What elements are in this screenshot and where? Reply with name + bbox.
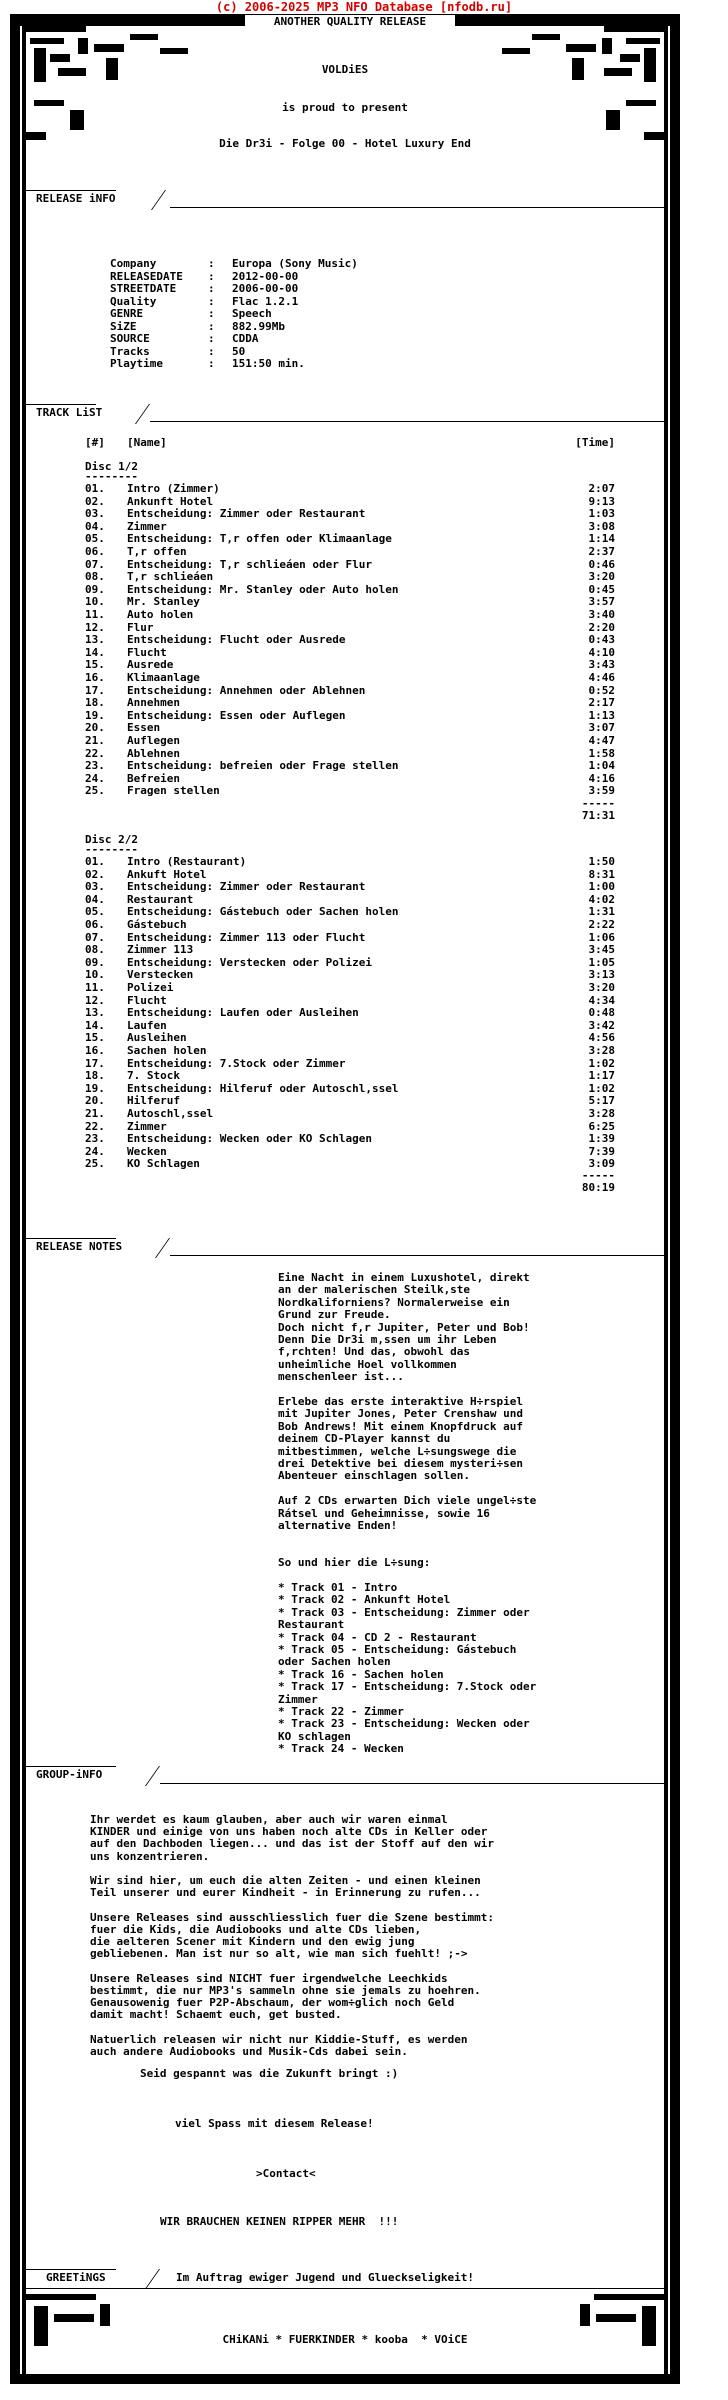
- track-duration: 1:17: [588, 1069, 615, 1083]
- track-title: Entscheidung: Mr. Stanley oder Auto holen: [127, 582, 399, 596]
- track-duration: 3:20: [588, 981, 615, 994]
- track-number: 18.: [85, 696, 105, 710]
- track-duration: 1:58: [588, 746, 615, 760]
- track-title: Ankuft Hotel: [127, 867, 207, 881]
- track-title: Intro (Restaurant): [127, 855, 247, 868]
- track-duration: 3:45: [588, 943, 615, 957]
- info-key: Company: [110, 257, 157, 270]
- group-info-line: Unsere Releases sind NICHT fuer irgendwelche Leechkids: [90, 1971, 448, 1985]
- notes-line: Doch nicht f‚r Jupiter, Peter und Bob!: [278, 1320, 530, 1334]
- track-title: Entscheidung: Essen oder Auflegen: [127, 708, 346, 722]
- group-info-line: auch andere Audiobooks und Musik-Cds dabei sein.: [90, 2044, 408, 2058]
- track-duration: 1:13: [588, 708, 615, 722]
- track-duration: 3:09: [588, 1157, 615, 1171]
- group-info-line: auf den Dachboden liegen... und das ist der Stoff auf den wir: [90, 1837, 494, 1851]
- section-rule: [170, 207, 664, 208]
- track-number: 23.: [85, 759, 105, 773]
- section-rule: [26, 404, 96, 405]
- section-release-info: [30, 192, 210, 208]
- track-duration: 2:22: [588, 918, 615, 931]
- notes-line: Auf 2 CDs erwarten Dich viele ungel÷ste: [278, 1494, 537, 1508]
- info-key: RELEASEDATE: [110, 269, 183, 283]
- track-title: Ablehnen: [127, 746, 180, 760]
- track-title: Entscheidung: Annehmen oder Ablehnen: [127, 683, 366, 697]
- track-title: Intro (Zimmer): [127, 482, 220, 495]
- disc1-underline: --------: [85, 470, 138, 483]
- notes-line: drei Detektive bei diesem mysteri÷sen: [278, 1457, 524, 1470]
- track-duration: 1:00: [588, 880, 615, 894]
- info-value: 50: [232, 344, 246, 358]
- group-info-line: Ihr werdet es kaum glauben, aber auch wir waren einmal: [90, 1813, 448, 1826]
- section-release-notes: [30, 1240, 210, 1256]
- track-duration: 6:25: [588, 1119, 615, 1133]
- track-title: Autoschl‚ssel: [127, 1107, 214, 1120]
- ripper-line: WIR BRAUCHEN KEINEN RIPPER MEHR !!!: [160, 2215, 399, 2228]
- info-value: Flac 1.2.1: [232, 294, 299, 308]
- notes-line: deinem CD-Player kannst du: [278, 1432, 451, 1446]
- track-title: Entscheidung: Zimmer oder Restaurant: [127, 880, 366, 894]
- track-title: Entscheidung: T‚r offen oder Klimaanlage: [127, 532, 392, 546]
- track-title: Zimmer 113: [127, 943, 194, 957]
- section-track-list: [30, 406, 210, 422]
- track-duration: 0:43: [588, 633, 615, 647]
- track-title: Essen: [127, 721, 161, 735]
- track-duration: 0:52: [588, 683, 615, 697]
- group-info-line: Teil unserer und eurer Kindheit - in Erinnerung zu rufen...: [90, 1886, 481, 1900]
- track-title: Wecken: [127, 1144, 167, 1158]
- track-duration: 1:31: [588, 905, 615, 919]
- track-number: 02.: [85, 494, 105, 508]
- info-colon: :: [208, 294, 215, 308]
- disc2-separator: -----: [581, 1169, 615, 1182]
- track-duration: 4:47: [588, 734, 615, 747]
- track-duration: 2:37: [588, 545, 615, 558]
- notes-line: * Track 22 - Zimmer: [278, 1705, 404, 1718]
- info-key: STREETDATE: [110, 282, 177, 295]
- nfo-frame: [10, 14, 680, 2384]
- notes-line: alternative Enden!: [278, 1519, 398, 1532]
- section-rule: [170, 1255, 664, 1256]
- track-number: 01.: [85, 482, 105, 495]
- track-duration: 1:14: [588, 532, 615, 546]
- track-duration: 1:02: [588, 1056, 615, 1070]
- track-number: 20.: [85, 721, 105, 735]
- group-info-line: gebliebenen. Man ist nur so alt, wie man sich fuehlt! ;->: [90, 1947, 468, 1961]
- track-duration: 7:39: [588, 1144, 615, 1158]
- track-number: 22.: [85, 1119, 105, 1133]
- future-line: Seid gespannt was die Zukunft bringt :): [140, 2067, 399, 2080]
- track-duration: 3:57: [588, 595, 615, 609]
- track-title: Restaurant: [127, 892, 194, 906]
- info-key: SOURCE: [110, 332, 150, 345]
- track-duration: 4:34: [588, 993, 615, 1007]
- track-number: 21.: [85, 1107, 105, 1120]
- info-value: Europa (Sony Music): [232, 257, 358, 270]
- notes-line: * Track 03 - Entscheidung: Zimmer oder: [278, 1605, 530, 1619]
- track-duration: 3:28: [588, 1044, 615, 1057]
- group-info-line: bestimmt, die nur MP3's sammeln ohne sie jemals zu hoehren.: [90, 1983, 481, 1997]
- group-info-line: Genausowenig fuer P2P-Abschaum, der wom÷glich noch Geld: [90, 1996, 455, 2009]
- notes-line: * Track 01 - Intro: [278, 1581, 398, 1594]
- track-title: Flur: [127, 620, 154, 634]
- track-title: Entscheidung: Gástebuch oder Sachen holen: [127, 905, 399, 919]
- info-key: Quality: [110, 294, 157, 308]
- section-group-info-label: GROUP-iNFO: [36, 1768, 103, 1781]
- track-title: Polizei: [127, 981, 174, 994]
- group-info-line: KINDER und einige von uns haben noch alte CDs in Keller oder: [90, 1825, 488, 1839]
- top-title: ANOTHER QUALITY RELEASE: [245, 15, 455, 28]
- track-number: 07.: [85, 557, 105, 571]
- section-rule: [26, 2269, 116, 2270]
- track-number: 09.: [85, 582, 105, 596]
- track-title: Entscheidung: Verstecken oder Polizei: [127, 955, 373, 969]
- track-number: 15.: [85, 1031, 105, 1045]
- disc1-separator: -----: [581, 797, 615, 810]
- section-rule: [150, 421, 664, 422]
- notes-line: * Track 05 - Entscheidung: Gástebuch: [278, 1643, 517, 1656]
- track-duration: 3:08: [588, 519, 615, 533]
- info-value: 2012-00-00: [232, 269, 299, 283]
- track-title: Sachen holen: [127, 1044, 207, 1057]
- col-time-header: [Time]: [575, 436, 615, 449]
- track-title: Annehmen: [127, 696, 180, 710]
- section-rule: [26, 190, 116, 191]
- notes-line: So und hier die L÷sung:: [278, 1556, 431, 1570]
- col-name-header: [Name]: [127, 436, 167, 449]
- track-duration: 3:07: [588, 721, 615, 735]
- notes-line: Rátsel und Geheimnisse, sowie 16: [278, 1506, 490, 1520]
- track-number: 17.: [85, 1056, 105, 1070]
- track-number: 10.: [85, 595, 105, 609]
- bottom-border: [10, 2374, 680, 2384]
- notes-line: KO schlagen: [278, 1729, 351, 1743]
- info-colon: :: [208, 269, 215, 283]
- info-colon: :: [208, 319, 215, 333]
- section-release-notes-label: RELEASE NOTES: [36, 1240, 123, 1253]
- track-duration: 1:04: [588, 759, 615, 773]
- track-number: 02.: [85, 867, 105, 881]
- track-title: Verstecken: [127, 968, 194, 982]
- track-number: 14.: [85, 1018, 105, 1032]
- track-title: Ausleihen: [127, 1031, 187, 1045]
- track-title: T‚r offen: [127, 545, 187, 558]
- notes-line: mit Jupiter Jones, Peter Crenshaw und: [278, 1407, 524, 1421]
- info-value: 151:50 min.: [232, 357, 305, 370]
- track-number: 16.: [85, 671, 105, 684]
- track-duration: 3:28: [588, 1107, 615, 1120]
- notes-line: mitbestimmen, welche L÷sungswege die: [278, 1444, 517, 1458]
- track-title: Fragen stellen: [127, 784, 220, 798]
- notes-line: Grund zur Freude.: [278, 1308, 391, 1322]
- notes-line: Zimmer: [278, 1692, 318, 1706]
- track-duration: 1:06: [588, 930, 615, 944]
- track-number: 23.: [85, 1132, 105, 1146]
- track-number: 11.: [85, 608, 105, 621]
- track-title: 7. Stock: [127, 1069, 180, 1083]
- group-name: VOLDiES: [321, 63, 369, 76]
- contact-line: >Contact<: [256, 2167, 316, 2180]
- track-title: Flucht: [127, 645, 167, 659]
- notes-line: * Track 24 - Wecken: [278, 1742, 404, 1756]
- info-colon: :: [208, 332, 215, 345]
- track-duration: 1:50: [588, 855, 615, 868]
- track-title: Ausrede: [127, 658, 174, 672]
- track-title: Mr. Stanley: [127, 595, 200, 609]
- track-number: 05.: [85, 532, 105, 546]
- track-duration: 1:05: [588, 955, 615, 969]
- notes-line: * Track 23 - Entscheidung: Wecken oder: [278, 1717, 530, 1731]
- info-key: GENRE: [110, 307, 144, 320]
- track-number: 05.: [85, 905, 105, 919]
- group-info-line: Wir sind hier, um euch die alten Zeiten - und einen kleinen: [90, 1874, 481, 1887]
- track-title: Entscheidung: befreien oder Frage stellen: [127, 759, 399, 773]
- track-duration: 4:16: [588, 771, 615, 785]
- track-duration: 3:13: [588, 968, 615, 982]
- track-number: 13.: [85, 1006, 105, 1020]
- track-number: 01.: [85, 855, 105, 868]
- track-duration: 3:59: [588, 784, 615, 798]
- track-number: 11.: [85, 981, 105, 994]
- proud-line: is proud to present: [282, 101, 408, 114]
- info-colon: :: [208, 257, 215, 270]
- track-number: 14.: [85, 645, 105, 659]
- disc1-total: 71:31: [581, 809, 615, 822]
- track-number: 13.: [85, 633, 105, 647]
- group-info-line: die aelteren Scener mit Kindern und den ewig jung: [90, 1935, 415, 1948]
- track-title: Auflegen: [127, 734, 180, 747]
- track-number: 18.: [85, 1069, 105, 1083]
- section-release-info-label: RELEASE iNFO: [36, 192, 116, 205]
- track-number: 21.: [85, 734, 105, 747]
- notes-line: Abenteuer einschlagen sollen.: [278, 1469, 471, 1483]
- info-colon: :: [208, 344, 215, 358]
- group-info-line: uns konzentrieren.: [90, 1849, 210, 1863]
- info-value: 882.99Mb: [232, 319, 285, 333]
- track-duration: 9:13: [588, 494, 615, 508]
- info-key: Tracks: [110, 344, 150, 358]
- section-greetings-label: GREETiNGS: [46, 2271, 106, 2284]
- track-title: Flucht: [127, 993, 167, 1007]
- left-border: [10, 14, 20, 2384]
- track-title: Entscheidung: Hilferuf oder Autoschl‚ssel: [127, 1081, 399, 1095]
- track-title: Entscheidung: T‚r schlieáen oder Flur: [127, 557, 373, 571]
- track-number: 19.: [85, 1081, 105, 1095]
- track-number: 08.: [85, 570, 105, 584]
- track-number: 20.: [85, 1094, 105, 1108]
- group-info-line: Unsere Releases sind ausschliesslich fuer die Szene bestimmt:: [90, 1910, 494, 1924]
- track-duration: 1:02: [588, 1081, 615, 1095]
- track-number: 04.: [85, 892, 105, 906]
- notes-line: Restaurant: [278, 1618, 345, 1632]
- track-number: 15.: [85, 658, 105, 672]
- section-rule: [26, 1766, 116, 1767]
- track-duration: 8:31: [588, 867, 615, 881]
- group-info-line: fuer die Kids, die Audiobooks und alte CDs lieben,: [90, 1922, 422, 1936]
- col-num-header: [#]: [85, 436, 105, 449]
- section-track-list-label: TRACK LiST: [36, 406, 103, 419]
- info-colon: :: [208, 307, 215, 320]
- track-duration: 2:17: [588, 696, 615, 710]
- info-colon: :: [208, 282, 215, 295]
- notes-line: Nordkaliforniens? Normalerweise ein: [278, 1295, 510, 1309]
- fun-line: viel Spass mit diesem Release!: [175, 2117, 374, 2130]
- info-value: CDDA: [232, 332, 259, 345]
- track-duration: 4:46: [588, 671, 615, 684]
- greets-names: CHiKANi * FUERKINDER * kooba * VOiCE: [222, 2333, 468, 2346]
- track-duration: 0:45: [588, 582, 615, 596]
- notes-line: Eine Nacht in einem Luxushotel, direkt: [278, 1271, 530, 1284]
- notes-line: menschenleer ist...: [278, 1370, 404, 1384]
- track-duration: 3:42: [588, 1018, 615, 1032]
- track-title: Auto holen: [127, 608, 194, 621]
- track-title: Ankunft Hotel: [127, 494, 214, 508]
- info-value: 2006-00-00: [232, 282, 299, 295]
- notes-line: Bob Andrews! Mit einem Knopfdruck auf: [278, 1419, 524, 1433]
- track-title: Entscheidung: Wecken oder KO Schlagen: [127, 1132, 373, 1146]
- disc1-label: Disc 1/2: [85, 460, 138, 473]
- track-title: Entscheidung: Zimmer oder Restaurant: [127, 507, 366, 521]
- notes-line: * Track 17 - Entscheidung: 7.Stock oder: [278, 1680, 537, 1694]
- disc2-total: 80:19: [581, 1181, 615, 1194]
- track-number: 08.: [85, 943, 105, 957]
- track-title: Zimmer: [127, 1119, 167, 1133]
- track-title: Klimaanlage: [127, 671, 200, 684]
- track-title: Laufen: [127, 1018, 167, 1032]
- track-title: Entscheidung: Zimmer 113 oder Flucht: [127, 930, 366, 944]
- track-title: Gástebuch: [127, 918, 187, 931]
- right-border: [670, 14, 680, 2384]
- notes-line: * Track 16 - Sachen holen: [278, 1667, 444, 1681]
- track-duration: 5:17: [588, 1094, 615, 1108]
- track-duration: 2:07: [588, 482, 615, 495]
- notes-line: Denn Die Dr3i m‚ssen um ihr Leben: [278, 1333, 497, 1346]
- section-rule: [160, 1783, 664, 1784]
- track-title: KO Schlagen: [127, 1157, 200, 1171]
- track-number: 24.: [85, 1144, 105, 1158]
- left-border-inner: [22, 14, 26, 2384]
- track-number: 19.: [85, 708, 105, 722]
- track-number: 04.: [85, 519, 105, 533]
- track-number: 12.: [85, 620, 105, 634]
- track-number: 10.: [85, 968, 105, 982]
- track-number: 09.: [85, 955, 105, 969]
- release-title: Die Dr3i - Folge 00 - Hotel Luxury End: [219, 137, 471, 150]
- track-title: Entscheidung: 7.Stock oder Zimmer: [127, 1056, 346, 1070]
- notes-line: an der malerischen Steilk‚ste: [278, 1283, 471, 1297]
- track-duration: 1:39: [588, 1132, 615, 1146]
- track-duration: 4:10: [588, 645, 615, 659]
- track-number: 22.: [85, 746, 105, 760]
- track-title: Hilferuf: [127, 1094, 180, 1108]
- disc2-underline: --------: [85, 843, 138, 856]
- notes-line: unheimliche Hoel vollkommen: [278, 1357, 457, 1371]
- greetings-text: Im Auftrag ewiger Jugend und Glueckseligkeit!: [176, 2271, 475, 2284]
- info-key: Playtime: [110, 357, 163, 370]
- group-info-line: damit macht! Schaemt euch, get busted.: [90, 2008, 342, 2022]
- track-duration: 3:20: [588, 570, 615, 584]
- group-info-line: Natuerlich releasen wir nicht nur Kiddie-Stuff, es werden: [90, 2032, 468, 2046]
- track-number: 12.: [85, 993, 105, 1007]
- notes-line: * Track 04 - CD 2 - Restaurant: [278, 1630, 477, 1644]
- track-number: 03.: [85, 507, 105, 521]
- track-duration: 4:02: [588, 892, 615, 906]
- track-duration: 1:03: [588, 507, 615, 521]
- track-number: 06.: [85, 918, 105, 931]
- track-title: Entscheidung: Flucht oder Ausrede: [127, 633, 346, 647]
- info-colon: :: [208, 357, 215, 370]
- track-duration: 0:46: [588, 557, 615, 571]
- track-number: 06.: [85, 545, 105, 558]
- info-key: SiZE: [110, 319, 137, 333]
- track-number: 25.: [85, 1157, 105, 1171]
- notes-line: f‚rchten! Und das, obwohl das: [278, 1345, 471, 1359]
- track-title: Entscheidung: Laufen oder Ausleihen: [127, 1006, 359, 1020]
- section-rule: [26, 2288, 664, 2289]
- track-duration: 4:56: [588, 1031, 615, 1045]
- track-duration: 3:43: [588, 658, 615, 672]
- track-number: 24.: [85, 771, 105, 785]
- track-title: T‚r schlieáen: [127, 570, 214, 584]
- nfodb-credit: (c) 2006-2025 MP3 NFO Database [nfodb.ru]: [215, 0, 513, 14]
- track-number: 07.: [85, 930, 105, 944]
- notes-line: oder Sachen holen: [278, 1655, 391, 1669]
- right-border-inner: [664, 14, 668, 2384]
- notes-line: * Track 02 - Ankunft Hotel: [278, 1593, 451, 1607]
- section-rule: [26, 1238, 116, 1239]
- track-duration: 0:48: [588, 1006, 615, 1020]
- track-number: 25.: [85, 784, 105, 798]
- section-group-info: [30, 1768, 210, 1784]
- track-title: Befreien: [127, 771, 180, 785]
- track-title: Zimmer: [127, 519, 167, 533]
- track-duration: 3:40: [588, 608, 615, 621]
- track-number: 17.: [85, 683, 105, 697]
- notes-line: Erlebe das erste interaktive H÷rspiel: [278, 1395, 524, 1408]
- track-duration: 2:20: [588, 620, 615, 634]
- disc2-label: Disc 2/2: [85, 833, 138, 846]
- track-number: 03.: [85, 880, 105, 894]
- info-value: Speech: [232, 307, 272, 320]
- track-number: 16.: [85, 1044, 105, 1057]
